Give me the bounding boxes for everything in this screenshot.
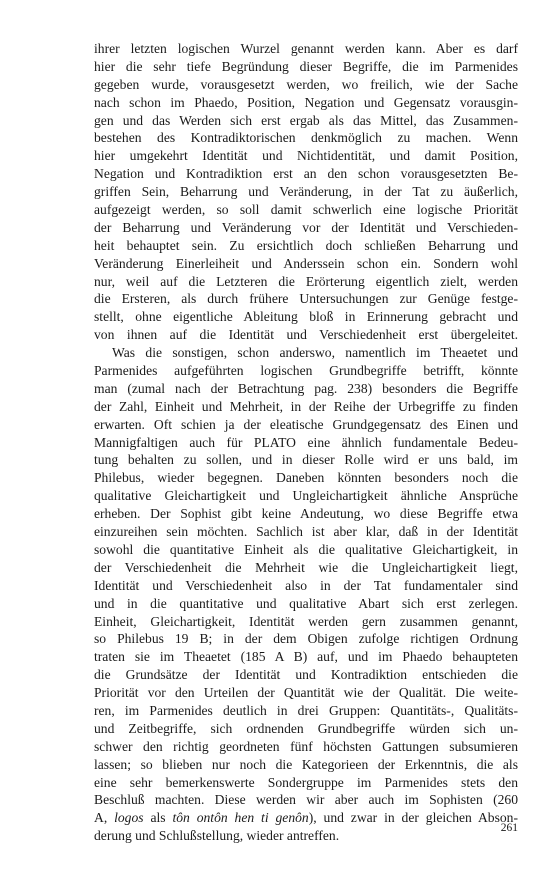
text-line: der Beharrung und Veränderung vor der Identität und Verschieden- [94, 219, 518, 235]
text-line: aufgezeigt werden, so soll damit schwerlich eine logische Priorität [94, 202, 518, 218]
text-line: einzureihen sein möchten. Sachlich ist aber klar, daß in der Identität [94, 524, 518, 540]
text-line: heit behauptet sein. Zu ersichtlich doch schließen Beharrung und [94, 237, 518, 253]
text-line: Parmenides aufgeführten logischen Grundbegriffe betrifft, könnte [94, 363, 518, 379]
text-line: qualitative Gleichartigkeit und Ungleichartigkeit ähnliche Ansprüche [94, 488, 518, 504]
text-line: Beschluß machten. Diese werden wir aber auch im Sophisten (260 [94, 792, 518, 808]
text-line: und Zeitbegriffe, sich ordnenden Grundbegriffe würden sich un- [94, 720, 518, 736]
text-line: derung und Schlußstellung, wieder antreffen. [94, 828, 340, 844]
text-line: man (zumal nach der Betrachtung pag. 238) besonders die Begriffe [94, 380, 518, 396]
text-line: hier die sehr tiefe Begründung dieser Begriffe, die im Parmenides [94, 58, 518, 74]
text-fragment: als [143, 810, 173, 826]
text-line: tung behalten zu sollen, und in dieser Rolle wird er uns bald, im [94, 452, 518, 468]
text-line: erheben. Der Sophist gibt keine Andeutung, wo diese Begriffe etwa [94, 506, 518, 522]
italic-term: logos [114, 810, 144, 826]
text-line: Mannigfaltigen auch für PLATO eine ähnlich fundamentale Bedeu- [94, 434, 518, 450]
text-line: eine sehr bemerkenswerte Sondergruppe im Parmenides stets den [94, 774, 518, 790]
text-line: ren, im Parmenides deutlich in drei Gruppen: Quantitäts-, Qualitäts- [94, 702, 518, 718]
text-line: und in die quantitative und qualitative Abart sich erst zerlegen. [94, 595, 518, 611]
text-line: gegeben wurde, vorausgesetzt werden, wo freilich, wie der Sache [94, 76, 518, 92]
text-line: Philebus, wieder begegnen. Daneben könnten besonders noch die [94, 470, 518, 486]
text-line: der Zahl, Einheit und Mehrheit, in der Reihe der Urbegriffe zu finden [94, 398, 518, 414]
text-line: Negation und Kontradiktion erst an den schon vorausgesetzten Be- [94, 166, 518, 182]
paragraph-1 [94, 40, 518, 344]
text-line: griffen Sein, Beharrung und Veränderung, in der Tat zu äußerlich, [94, 184, 518, 200]
text-line: nur, weil auf die Letzteren die Erörterung eigentlich zielt, werden [94, 273, 518, 289]
text-line: Was die sonstigen, schon anderswo, namentlich im Theaetet und [112, 345, 518, 361]
text-line: schwer den richtig geordneten fünf höchsten Gattungen subsumieren [94, 738, 518, 754]
text-line: erwarten. Oft schien ja der eleatische Grundgegensatz des Einen und [94, 416, 518, 432]
italic-term: tôn ontôn hen ti genôn [172, 810, 309, 826]
text-line: traten sie im Theaetet (185 A B) auf, und im Phaedo behaupteten [94, 649, 518, 665]
text-fragment: ), und zwar in der gleichen Abson- [308, 810, 518, 826]
paragraph-2 [94, 344, 518, 845]
body-text [94, 40, 518, 845]
text-line: gen und das Werden sich erst ergab als das Mittel, das Zusammen- [94, 112, 518, 128]
text-line: hier umgekehrt Identität und Nichtidentität, und damit Position, [94, 148, 518, 164]
text-line: ihrer letzten logischen Wurzel genannt werden kann. Aber es darf [94, 41, 518, 56]
text-line: Einheit, Gleichartigkeit, Identität werden gern zusammen genannt, [94, 613, 518, 629]
page-number: 261 [500, 822, 518, 834]
text-line: stellt, ohne eigentliche Ableitung bloß in Erinnerung gebracht und [94, 309, 518, 325]
text-line: der Verschiedenheit die Mehrheit wie die Ungleichartigkeit liegt, [94, 559, 518, 575]
text-line: bestehen des Kontradiktorischen denkmöglich zu machen. Wenn [94, 130, 518, 146]
text-line-with-italics [94, 809, 518, 827]
text-line: die Ersteren, als durch frühere Untersuchungen zur Genüge festge- [94, 291, 518, 307]
text-line: Identität und Verschiedenheit also in der Tat fundamentaler sind [94, 577, 518, 593]
text-line: nach schon im Phaedo, Position, Negation und Gegensatz vorausgin- [94, 94, 518, 110]
text-line: Veränderung Einerleiheit und Anderssein schon ein. Sondern wohl [94, 255, 518, 271]
text-line: die Grundsätze der Identität und Kontradiktion entschieden die [94, 667, 518, 683]
text-line: sowohl die quantitative Einheit als die qualitative Gleichartigkeit, in [94, 541, 518, 557]
text-line: Priorität vor den Urteilen der Quantität wie der Qualität. Die weite- [94, 685, 518, 701]
text-fragment: A, [94, 810, 115, 826]
text-line: so Philebus 19 B; in der dem Obigen zufolge richtigen Ordnung [94, 631, 518, 647]
text-line: von ihnen auf die Identität und Verschiedenheit erst übergeleitet. [94, 327, 518, 343]
text-line: lassen; so blieben nur noch die Kategorieen der Erkenntnis, die als [94, 756, 518, 772]
